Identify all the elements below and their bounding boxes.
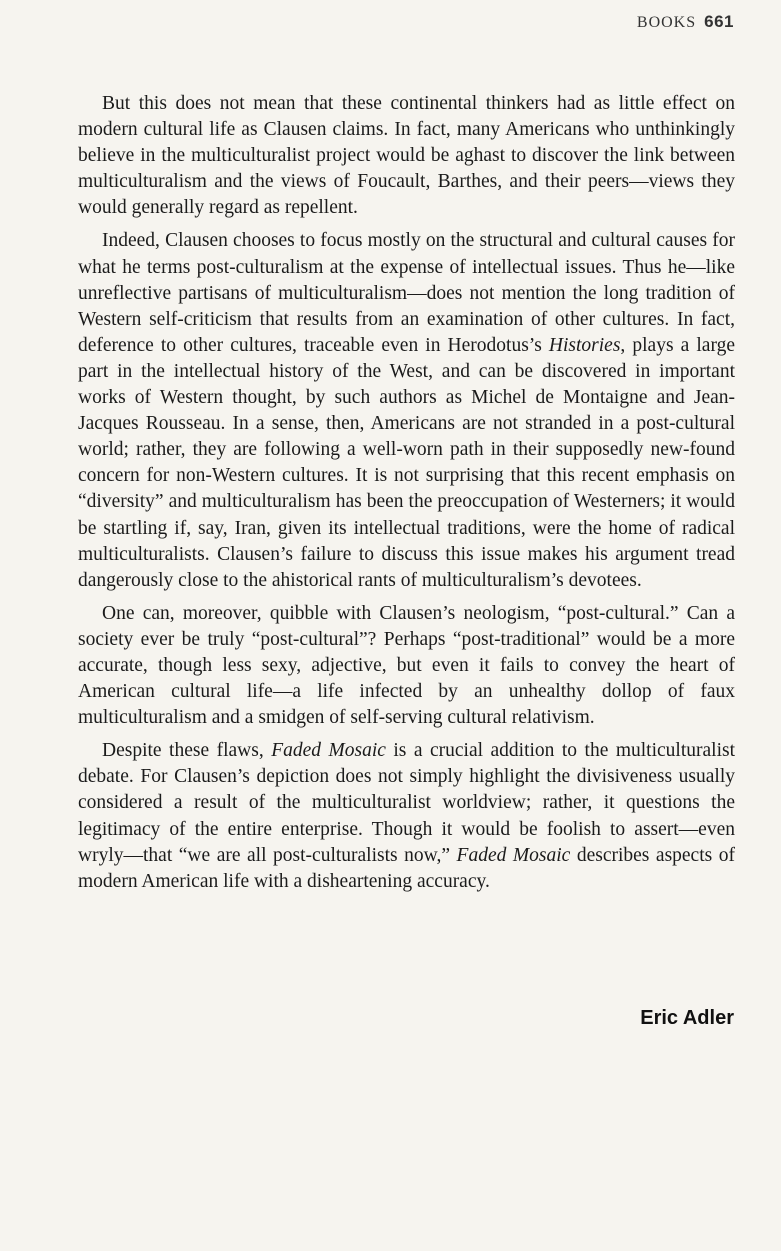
paragraph-2-part-a: Indeed, Clausen chooses to focus mostly on the structural and cultural causes for what he terms post-culturalism at the expense of intellectual issues. Thus he—like unreflective partisans of multiculturalism—does not mention the long tradition of Western self-criticism that results from an examination of other cultures. In fact, deference to other cultures, traceable even in Herodotus’s — [78, 230, 735, 356]
book-title-histories: Histories — [548, 334, 621, 356]
section-title: BOOKS — [636, 14, 697, 31]
page-number: 661 — [704, 12, 734, 31]
paragraph-2 — [78, 228, 735, 593]
paragraph-3: One can, moreover, quibble with Clausen’s neologism, “post-cultural.” Can a society ever be truly “post-cultural”? Perhaps “post-traditional” would be a more accurate, though less sexy, adjective, but even it fails to convey the heart of American cultural life—a life infected by an unhealthy dollop of faux multiculturalism and a smidgen of self-serving cultural relativism. — [78, 602, 735, 729]
paragraph-4-part-c: describes aspects of modern American life with a disheartening accuracy. — [78, 844, 735, 892]
article-body — [78, 91, 735, 902]
paragraph-4 — [78, 738, 735, 895]
book-title-faded-mosaic-2: Faded Mosaic — [456, 844, 571, 866]
paragraph-4-part-b: is a crucial addition to the multiculturalist debate. For Clausen’s depiction does not simply highlight the divisiveness usually considered a result of the multiculturalist worldview; rather, it questions the legitimacy of the entire enterprise. Though it would be foolish to assert—even wryly—that “we are all post-culturalists now,” — [78, 740, 735, 866]
running-head — [637, 12, 734, 32]
paragraph-4-part-a: Despite these flaws, — [102, 740, 272, 762]
paragraph-2-part-b: , plays a large part in the intellectual history of the West, and can be discovered in important works of Western thought, by such authors as Michel de Montaigne and Jean-Jacques Rousseau. In a sense, then, Americans are not stranded in a post-cultural world; rather, they are following a well-worn path in their supposedly new-found concern for non-Western cultures. It is not surprising that this recent emphasis on “diversity” and multiculturalism has been the preoccupation of Westerners; it would be startling if, say, Iran, given its intellectual traditions, were the home of radical multiculturalists. Clausen’s failure to discuss this issue makes his argument tread dangerously close to the ahistorical rants of multiculturalism’s devotees. — [78, 334, 736, 591]
author-byline: Eric Adler — [640, 1007, 734, 1029]
paragraph-1: But this does not mean that these continental thinkers had as little effect on modern cultural life as Clausen claims. In fact, many Americans who unthinkingly believe in the multiculturalist project would be aghast to discover the link between multiculturalism and the views of Foucault, Barthes, and their peers—views they would generally regard as repellent. — [78, 93, 735, 219]
book-title-faded-mosaic: Faded Mosaic — [271, 740, 386, 762]
